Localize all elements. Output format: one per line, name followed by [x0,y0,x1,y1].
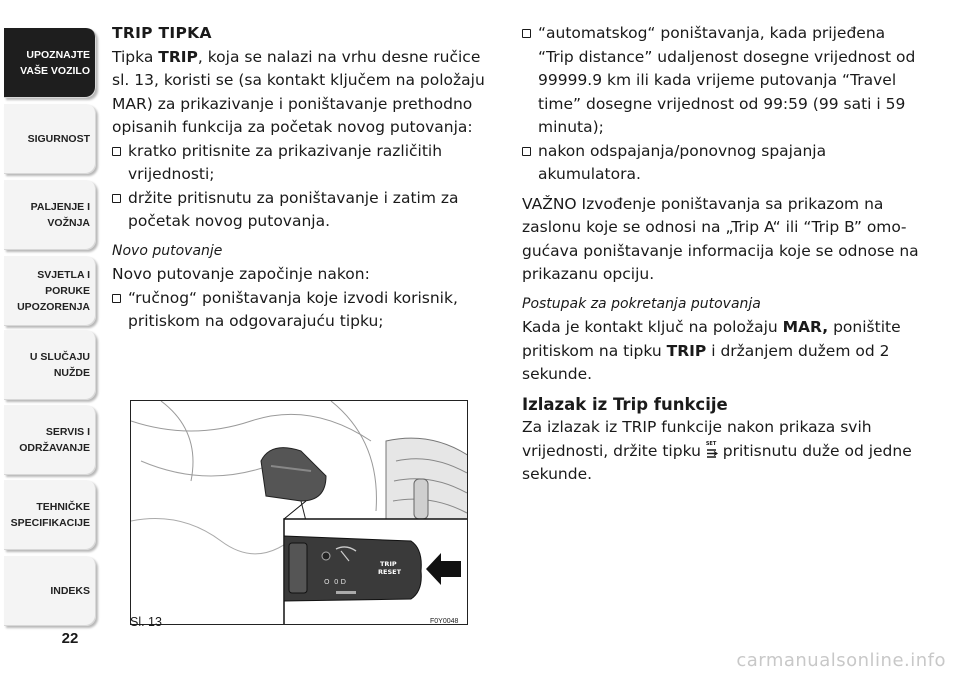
trip-stalk-closeup [284,536,421,601]
procedure-paragraph [522,316,922,387]
trip-keyword: TRIP [158,47,198,66]
watermark-text: carmanualsonline.info [736,650,946,671]
trip-keyword: TRIP [666,341,707,360]
new-trip-paragraph: Novo putovanje započinje nakon: [112,265,370,283]
exit-text-pre: Za izlazak iz TRIP funkcije nakon prikaza svih vrijednosti, držite tipku [522,418,872,460]
exit-paragraph [522,416,922,487]
tab-tehnicke-specifikacije[interactable] [4,480,96,550]
procedure-text-post: i držanjem dužem od 2 sekunde. [522,341,890,383]
procedure-text-mid: poništite pritiskom na tipku [522,318,901,360]
left-column [112,22,490,334]
figure-code: F0Y0048 [430,618,459,625]
tab-label-line1: U SLUČAJU [29,351,90,363]
bullet-item [112,187,490,234]
bullet-text: kratko pritisnite za prikazivanje različitih vrijednosti; [128,141,443,183]
tab-label-line2: NUŽDE [53,367,90,379]
bullet-item [112,287,490,334]
set-button-icon [705,440,718,458]
tab-label-line1: TEHNIČKE [36,501,90,513]
tab-label-line1: SVJETLA I PORUKE [37,269,90,297]
tab-paljenje-i-voznja[interactable] [4,180,96,250]
checkbox-bullet-icon [112,147,121,156]
bullet-text: “ručnog“ poništavanja koje izvodi korisnik, pritiskom na odgovarajuću tipku; [128,288,458,330]
checkbox-bullet-icon [522,147,531,156]
chapter-sidebar [0,0,101,677]
bullet-item [522,140,922,187]
stalk-label-reset: RESET [378,568,402,576]
important-paragraph: VAŽNO Izvođenje poništavanja sa prikazom na zaslonu koje se odnosi na „Trip A“ ili “Trip B” omogućava poništavanje informacija koje se odnose na prikazanu opciju. [522,194,919,283]
tab-servis-i-odrzavanje[interactable] [4,405,96,475]
set-icon-label: SET [705,440,717,447]
tab-svjetla-i-poruke[interactable] [4,256,96,326]
tab-label-line1: PALJENJE I [30,201,90,213]
tab-label-line1: SERVIS I [45,426,90,438]
bullet-text: držite pritisnutu za poništavanje i zatim za početak novog putovanja. [128,188,459,230]
checkbox-bullet-icon [522,29,531,38]
stalk-label-trip: TRIP [380,560,397,568]
tab-label-line2: ODRŽAVANJE [19,442,90,454]
tab-u-slucaju-nuzde[interactable] [4,330,96,400]
procedure-text-pre: Kada je kontakt ključ na položaju [522,318,783,336]
section-title-trip-tipka: TRIP TIPKA [112,24,212,42]
tab-label-line2: VAŠE VOZILO [20,65,90,77]
intro-text-post: , koja se nalazi na vrhu desne ručice sl. 13, koristi se (sa kontakt ključem na položaju MAR) za prikazivanje i poništavanje prethodno opisanih funkcija za početak novog putovanja: [112,47,485,136]
figure-trip-stalk [130,400,468,625]
bullet-text: nakon odspajanja/ponovnog spajanja akumulatora. [538,141,827,183]
stalk-mark-od: 0 D [334,578,347,586]
subtitle-postupak: Postupak za pokretanja putovanja [522,295,761,312]
tab-indeks[interactable] [4,556,96,626]
right-column [522,22,922,487]
bullet-item [522,22,922,140]
subtitle-novo-putovanje: Novo putovanje [112,242,223,259]
intro-text-pre: Tipka [112,47,159,66]
tab-label-line1: INDEKS [50,585,90,597]
checkbox-bullet-icon [112,294,121,303]
tab-label-line1: SIGURNOST [27,133,90,145]
tab-sigurnost[interactable] [4,104,96,174]
bullet-text: “automatskog“ poništavanja, kada prijeđena “Trip distance” udaljenost dosegne vrijednost od 99999.9 km ili kada vrijeme putovanja “Travel time” dosegne vrijednost od 99:59 (99 sati i 59 minuta); [538,24,916,136]
steering-stalk-illustration [131,401,468,625]
tab-label-line2: SPECIFIKACIJE [10,517,90,529]
section-title-izlazak: Izlazak iz Trip funkcije [522,394,728,414]
tab-upoznajte-vase-vozilo[interactable] [4,28,96,98]
mar-keyword: MAR, [782,318,829,336]
figure-caption: Sl. 13 [130,615,162,629]
stalk-mark-o: O [324,578,330,586]
page-number: 22 [61,630,79,647]
exit-text-post: pritisnutu duže od jedne sekunde. [522,441,912,483]
intro-paragraph [112,46,490,140]
tab-label-line1: UPOZNAJTE [26,49,90,61]
tab-label-line2: UPOZORENJA [17,301,90,313]
bullet-item [112,140,490,187]
checkbox-bullet-icon [112,194,121,203]
tab-label-line2: VOŽNJA [47,217,90,229]
